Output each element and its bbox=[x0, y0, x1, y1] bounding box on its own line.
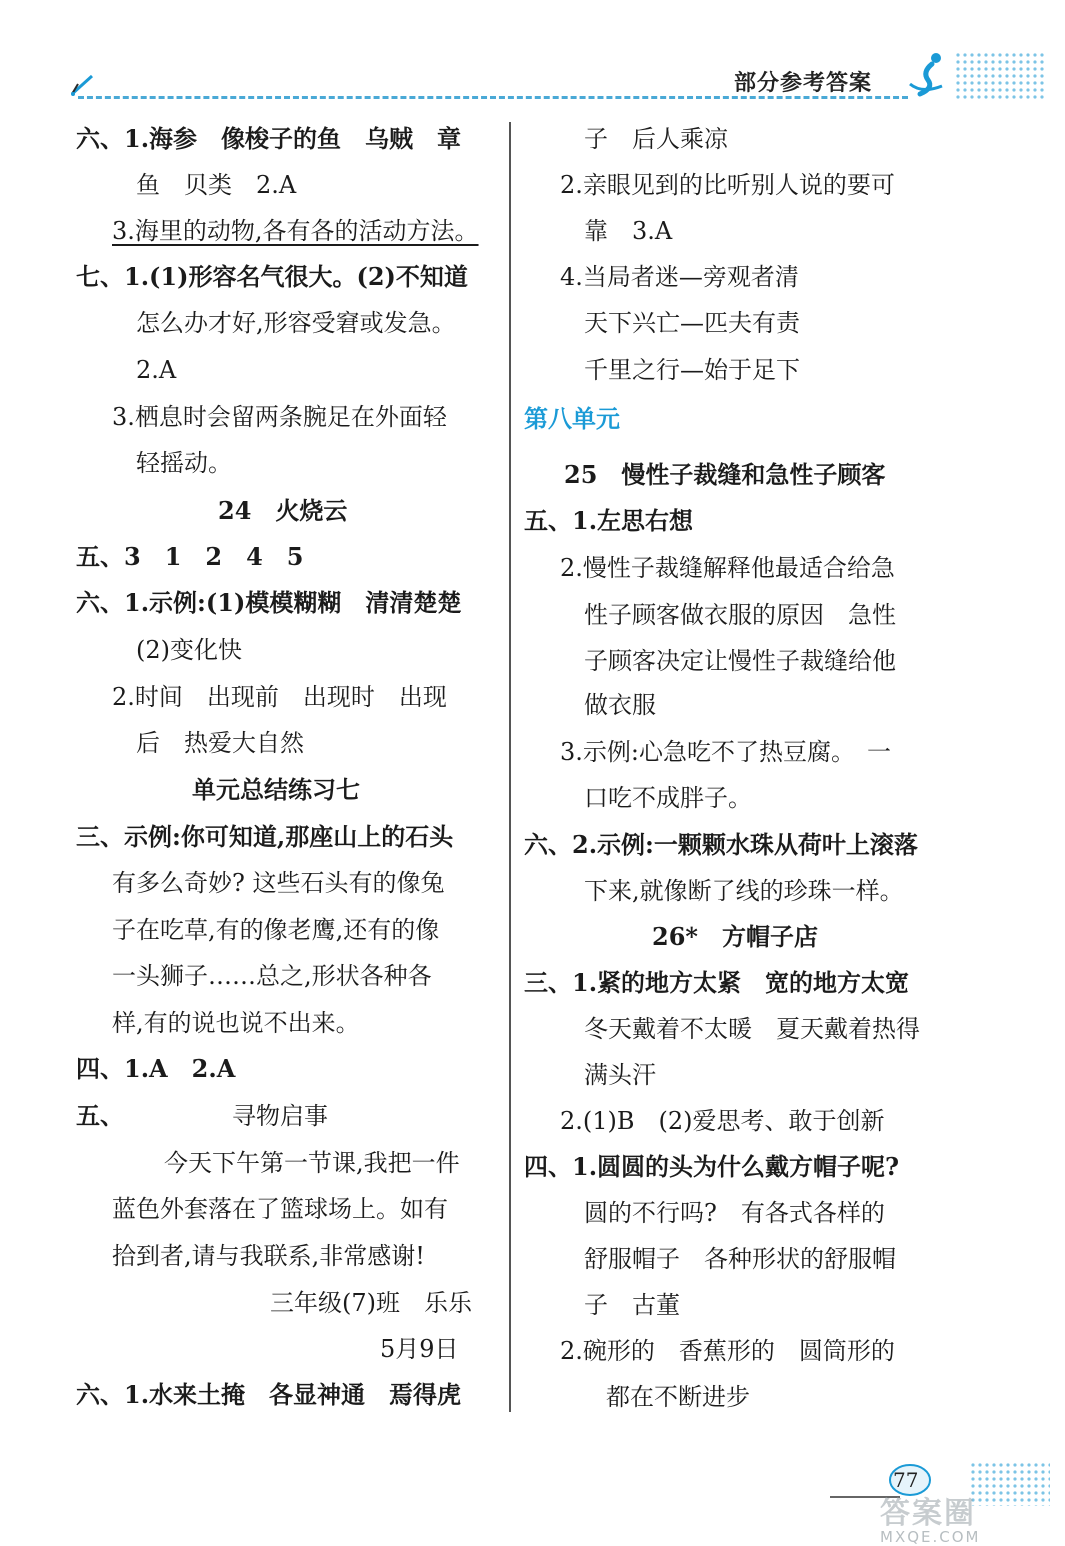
text-line: 子 后人乘凉 bbox=[584, 125, 728, 153]
text-line: 样,有的说也说不出来。 bbox=[112, 1009, 360, 1037]
text-line: 轻摇动。 bbox=[136, 449, 232, 477]
section-title: 单元总结练习七 bbox=[192, 775, 360, 804]
header-divider bbox=[78, 96, 908, 99]
text-line: 拾到者,请与我联系,非常感谢! bbox=[112, 1242, 425, 1270]
runner-icon bbox=[902, 50, 952, 100]
text-line: 舒服帽子 各种形状的舒服帽 bbox=[584, 1245, 896, 1273]
watermark-bottom: MXQE.COM bbox=[880, 1528, 981, 1546]
text-line: 千里之行—始于足下 bbox=[584, 356, 800, 384]
notice-date: 5月9日 bbox=[380, 1335, 459, 1363]
text-line: 六、1.海参 像梭子的鱼 乌贼 章 bbox=[76, 124, 462, 153]
text-line: 五、3 1 2 4 5 bbox=[76, 542, 304, 571]
text-line: 3.栖息时会留两条腕足在外面轻 bbox=[112, 403, 447, 431]
text-line: 4.当局者迷—旁观者清 bbox=[560, 263, 799, 291]
text-line: 都在不断进步 bbox=[606, 1383, 750, 1411]
text-line: 五、 bbox=[76, 1101, 124, 1130]
text-line: 口吃不成胖子。 bbox=[584, 784, 752, 812]
section-title: 25 慢性子裁缝和急性子顾客 bbox=[564, 460, 886, 489]
text-line: 冬天戴着不太暖 夏天戴着热得 bbox=[584, 1015, 920, 1043]
text-line: 满头汗 bbox=[584, 1061, 656, 1089]
text-line: 蓝色外套落在了篮球场上。如有 bbox=[112, 1195, 448, 1223]
text-line: 七、1.(1)形容名气很大。(2)不知道 bbox=[76, 262, 468, 291]
page-number: 77 bbox=[893, 1468, 919, 1492]
dot-grid-decoration bbox=[955, 52, 1045, 100]
watermark-top: 答案圈 bbox=[880, 1496, 976, 1531]
text-line: 子 古董 bbox=[584, 1291, 680, 1319]
text-line: 怎么办才好,形容受窘或发急。 bbox=[136, 309, 456, 337]
text-line: 下来,就像断了线的珍珠一样。 bbox=[584, 877, 904, 905]
text-line: 三、1.紧的地方太紧 宽的地方太宽 bbox=[524, 968, 910, 997]
text-line: 鱼 贝类 2.A bbox=[136, 171, 297, 199]
text-line: 六、1.水来土掩 各显神通 焉得虎 bbox=[76, 1380, 462, 1409]
text-line: 3.海里的动物,各有各的活动方法。 bbox=[112, 217, 479, 245]
header-title: 部分参考答案 bbox=[734, 71, 873, 96]
text-line: 有多么奇妙? 这些石头有的像兔 bbox=[112, 869, 445, 897]
section-title: 26* 方帽子店 bbox=[652, 922, 818, 951]
text-line: 一头狮子……总之,形状各种各 bbox=[112, 962, 432, 990]
text-line: 靠 3.A bbox=[584, 217, 673, 245]
text-line: 六、1.示例:(1)模模糊糊 清清楚楚 bbox=[76, 588, 462, 617]
text-line: 三、示例:你可知道,那座山上的石头 bbox=[76, 822, 454, 851]
text-line: 性子顾客做衣服的原因 急性 bbox=[584, 601, 896, 629]
text-line: 做衣服 bbox=[584, 691, 656, 719]
text-line: 2.碗形的 香蕉形的 圆筒形的 bbox=[560, 1337, 895, 1365]
text-line: 子在吃草,有的像老鹰,还有的像 bbox=[112, 916, 440, 944]
text-line: 四、1.圆圆的头为什么戴方帽子呢? bbox=[524, 1152, 900, 1181]
section-title: 24 火烧云 bbox=[218, 496, 348, 525]
text-line: 圆的不行吗? 有各式各样的 bbox=[584, 1199, 885, 1227]
notice-signature: 三年级(7)班 乐乐 bbox=[270, 1289, 472, 1317]
text-line: 今天下午第一节课,我把一件 bbox=[164, 1149, 460, 1177]
text-line: 天下兴亡—匹夫有责 bbox=[584, 309, 800, 337]
text-line: 2.亲眼见到的比听别人说的要可 bbox=[560, 171, 895, 199]
pen-icon bbox=[70, 72, 96, 98]
text-line: 3.示例:心急吃不了热豆腐。 一 bbox=[560, 738, 891, 766]
watermark-logo bbox=[880, 1488, 981, 1546]
text-line: (2)变化快 bbox=[136, 636, 242, 664]
text-line: 子顾客决定让慢性子裁缝给他 bbox=[584, 647, 896, 675]
text-line: 2.时间 出现前 出现时 出现 bbox=[112, 683, 447, 711]
unit-heading: 第八单元 bbox=[524, 405, 620, 433]
text-line: 2.(1)B (2)爱思考、敢于创新 bbox=[560, 1107, 885, 1135]
text-line: 五、1.左思右想 bbox=[524, 506, 694, 535]
text-line: 六、2.示例:一颗颗水珠从荷叶上滚落 bbox=[524, 830, 918, 859]
text-line: 四、1.A 2.A bbox=[76, 1054, 236, 1083]
footer-dot-grid bbox=[970, 1462, 1050, 1506]
text-line: 2.A bbox=[136, 356, 177, 384]
notice-title: 寻物启事 bbox=[232, 1102, 328, 1130]
text-line: 后 热爱大自然 bbox=[136, 729, 304, 757]
column-divider bbox=[509, 122, 511, 1412]
text-line: 2.慢性子裁缝解释他最适合给急 bbox=[560, 554, 895, 582]
